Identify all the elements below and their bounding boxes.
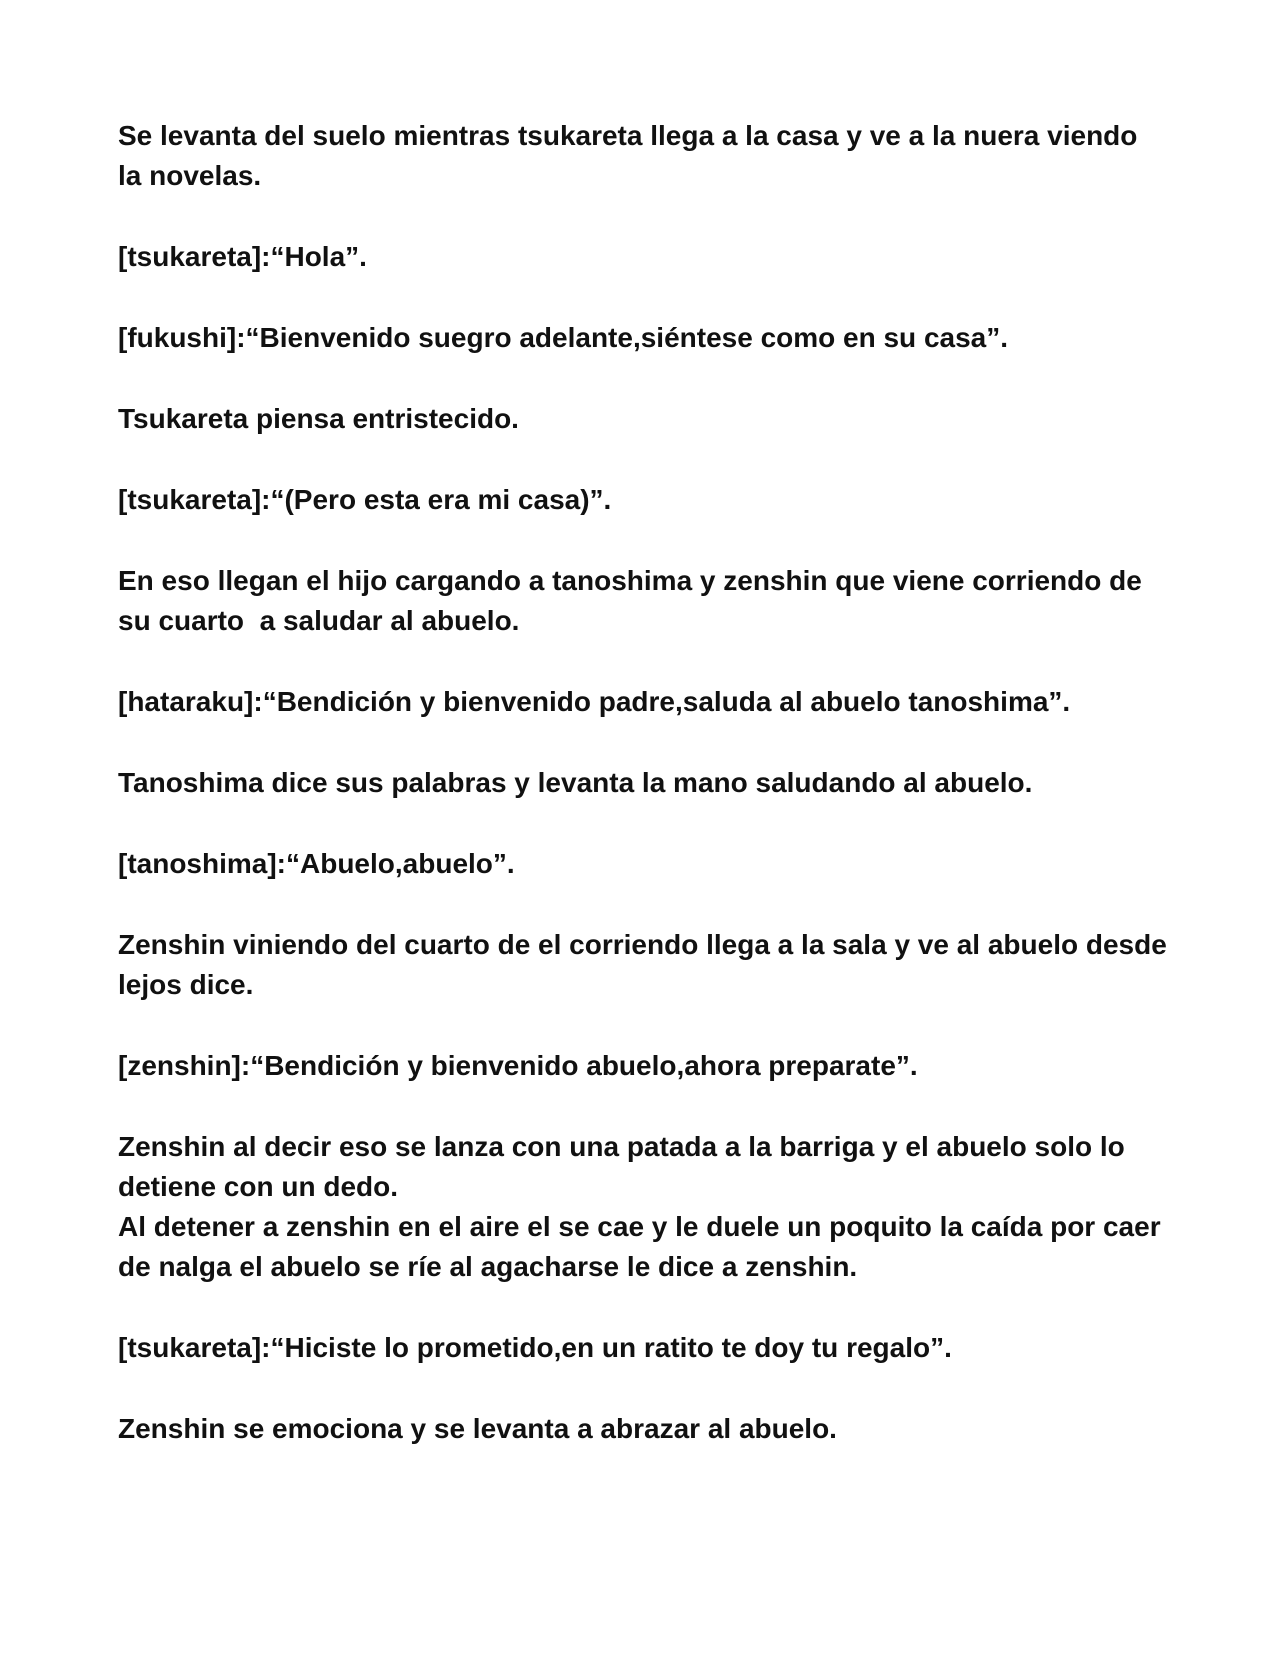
dialogue-tsukareta-1: [tsukareta]:“Hola”. — [118, 241, 367, 272]
paragraph-narration-3: En eso llegan el hijo cargando a tanoshima y zenshin que viene corriendo de su cuarto a saludar al abuelo. — [118, 565, 1150, 636]
dialogue-fukushi: [fukushi]:“Bienvenido suegro adelante,siéntese como en su casa”. — [118, 322, 1009, 353]
paragraph-narration-6: Zenshin al decir eso se lanza con una patada a la barriga y el abuelo solo lo detiene con un dedo. — [118, 1131, 1133, 1202]
paragraph-narration-5: Zenshin viniendo del cuarto de el corriendo llega a la sala y ve al abuelo desde lejos dice. — [118, 929, 1175, 1000]
paragraph-narration-1: Se levanta del suelo mientras tsukareta llega a la casa y ve a la nuera viendo la novelas. — [118, 120, 1146, 191]
paragraph-narration-2: Tsukareta piensa entristecido. — [118, 403, 519, 434]
dialogue-tsukareta-3: [tsukareta]:“Hiciste lo prometido,en un ratito te doy tu regalo”. — [118, 1332, 952, 1363]
dialogue-hataraku: [hataraku]:“Bendición y bienvenido padre,saluda al abuelo tanoshima”. — [118, 686, 1071, 717]
document-body — [118, 116, 1175, 1490]
paragraph-narration-8: Zenshin se emociona y se levanta a abrazar al abuelo. — [118, 1413, 837, 1444]
paragraph-narration-4: Tanoshima dice sus palabras y levanta la mano saludando al abuelo. — [118, 767, 1033, 798]
paragraph-narration-7: Al detener a zenshin en el aire el se cae y le duele un poquito la caída por caer de nalga el abuelo se ríe al agacharse le dice a zenshin. — [118, 1211, 1169, 1282]
dialogue-zenshin: [zenshin]:“Bendición y bienvenido abuelo,ahora preparate”. — [118, 1050, 918, 1081]
dialogue-tanoshima: [tanoshima]:“Abuelo,abuelo”. — [118, 848, 515, 879]
dialogue-tsukareta-2: [tsukareta]:“(Pero esta era mi casa)”. — [118, 484, 612, 515]
